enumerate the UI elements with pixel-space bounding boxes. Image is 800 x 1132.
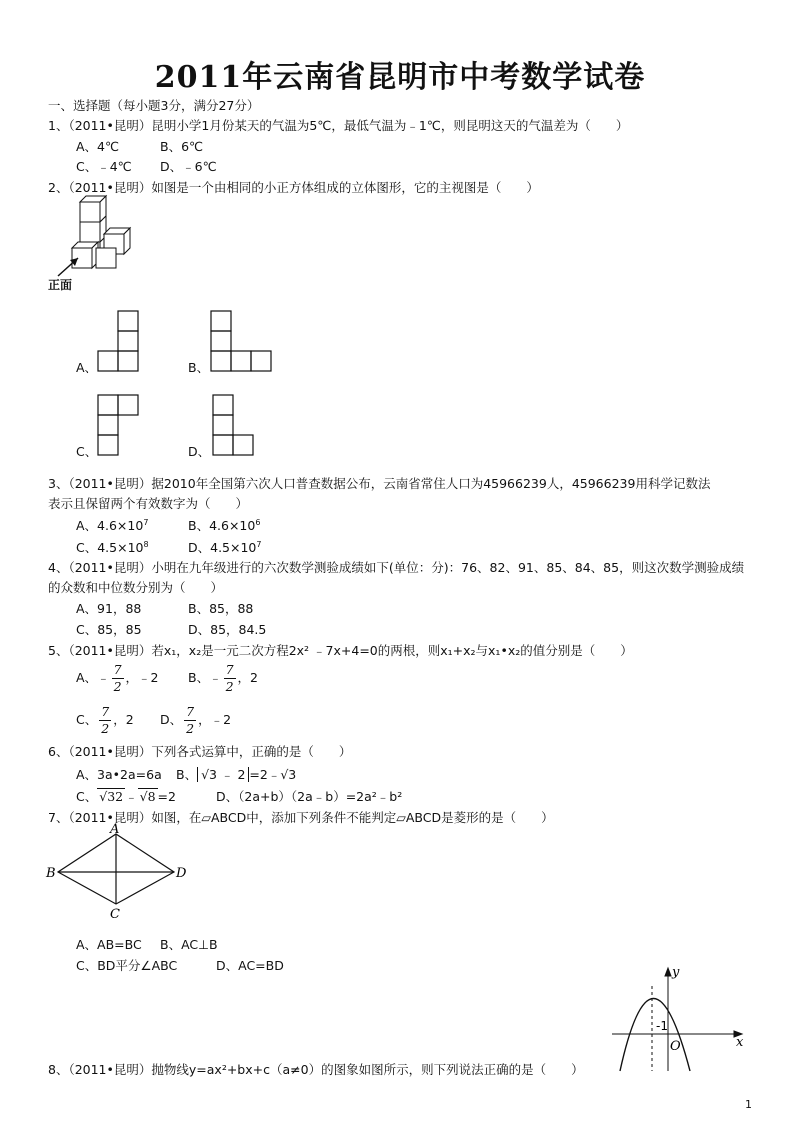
question-4-stem-line1: 4、（2011•昆明）小明在九年级进行的六次数学测验成绩如下(单位：分)：76、82、91、85、84、85，则这次数学测验成绩	[48, 560, 745, 575]
origin-label: O	[670, 1039, 681, 1054]
q5-option-b: B、﹣ $\frac{7}{2}$ ，2	[188, 662, 258, 694]
vertex-label-b: B	[46, 866, 56, 881]
q2-option-c: C、	[76, 444, 98, 459]
q4-option-c: C、85，85	[76, 622, 142, 637]
q1-option-d: D、﹣6℃	[160, 159, 217, 174]
question-8-stem: 8、（2011•昆明）抛物线y=ax²+bx+c（a≠0）的图象如图所示，则下列说法正确的是（ ）	[48, 1062, 584, 1077]
question-6-stem: 6、（2011•昆明）下列各式运算中，正确的是（ ）	[48, 744, 352, 759]
question-1-stem: 1、（2011•昆明）昆明小学1月份某天的气温为5℃，最低气温为﹣1℃，则昆明这天的气温差为（ ）	[48, 118, 629, 133]
question-3-stem-line1: 3、（2011•昆明）据2010年全国第六次人口普查数据公布，云南省常住人口为45966239人，45966239用科学记数法	[48, 476, 711, 491]
q4-option-d: D、85，84.5	[188, 622, 267, 637]
q2-option-a: A、	[76, 360, 98, 375]
q5-option-a: A、﹣ $\frac{7}{2}$ ，﹣2	[76, 662, 159, 694]
q7-option-c: C、BD平分∠ABC	[76, 958, 178, 973]
q2-option-c-figure	[98, 394, 142, 456]
q2-option-d: D、	[188, 444, 211, 459]
q6-option-c: C、 √32 ﹣ √8 =2	[76, 789, 176, 804]
q3-option-c: C、$4.5\times 10^8$	[76, 539, 149, 555]
q5-option-c: C、 $\frac{7}{2}$ ，2	[76, 704, 134, 736]
q2-option-b-figure	[210, 310, 274, 372]
q4-option-a: A、91，88	[76, 601, 142, 616]
q2-option-d-figure	[212, 394, 256, 456]
q1-option-b: B、6℃	[160, 139, 204, 154]
vertex-label-c: C	[110, 907, 120, 922]
vertex-label-a: A	[110, 822, 120, 837]
q7-option-d: D、AC=BD	[216, 958, 284, 973]
question-5-stem: 5、（2011•昆明）若x₁，x₂是一元二次方程2x² ﹣7x+4=0的两根，则x₁+x₂与x₁•x₂的值分别是（ ）	[48, 643, 633, 658]
section-heading: 一、选择题（每小题3分，满分27分）	[48, 98, 260, 113]
q5-option-d: D、 $\frac{7}{2}$ ，﹣2	[160, 704, 232, 736]
page-number: 1	[745, 1098, 752, 1111]
q3-option-a: A、$4.6\times 10^7$	[76, 517, 149, 533]
q2-option-a-figure	[98, 310, 142, 372]
front-view-label: 正面	[48, 278, 73, 292]
question-2-stem: 2、（2011•昆明）如图是一个由相同的小正方体组成的立体图形，它的主视图是（ ）	[48, 180, 539, 195]
parabola-figure	[612, 966, 752, 1076]
cube-solid-figure	[48, 196, 138, 276]
question-7-stem: 7、（2011•昆明）如图，在▱ABCD中，添加下列条件不能判定▱ABCD是菱形的是（ ）	[48, 810, 554, 825]
q3-option-b: B、$4.6\times 10^6$	[188, 517, 261, 533]
question-4-stem-line2: 的众数和中位数分别为（ ）	[48, 580, 224, 595]
q3-option-d: D、$4.5\times 10^7$	[188, 539, 262, 555]
q2-option-b: B、	[188, 360, 210, 375]
q6-option-b: B、 √3 ﹣ 2 =2﹣√3	[176, 767, 297, 782]
q6-option-d: D、（2a+b）（2a﹣b）=2a²﹣b²	[216, 789, 403, 804]
rhombus-figure	[46, 824, 186, 920]
q4-option-b: B、85，88	[188, 601, 254, 616]
q1-option-a: A、4℃	[76, 139, 120, 154]
axis-mark-neg1: -1	[656, 1019, 668, 1033]
axis-label-y: y	[672, 965, 680, 980]
page-title: 2011年云南省昆明市中考数学试卷	[154, 60, 646, 95]
axis-label-x: x	[736, 1035, 744, 1050]
q7-option-a: A、AB=BC	[76, 937, 142, 952]
q1-option-c: C、﹣4℃	[76, 159, 132, 174]
vertex-label-d: D	[176, 866, 187, 881]
question-3-stem-line2: 表示且保留两个有效数字为（ ）	[48, 496, 249, 511]
q6-option-a: A、3a•2a=6a	[76, 767, 162, 782]
q7-option-b: B、AC⊥B	[160, 937, 218, 952]
